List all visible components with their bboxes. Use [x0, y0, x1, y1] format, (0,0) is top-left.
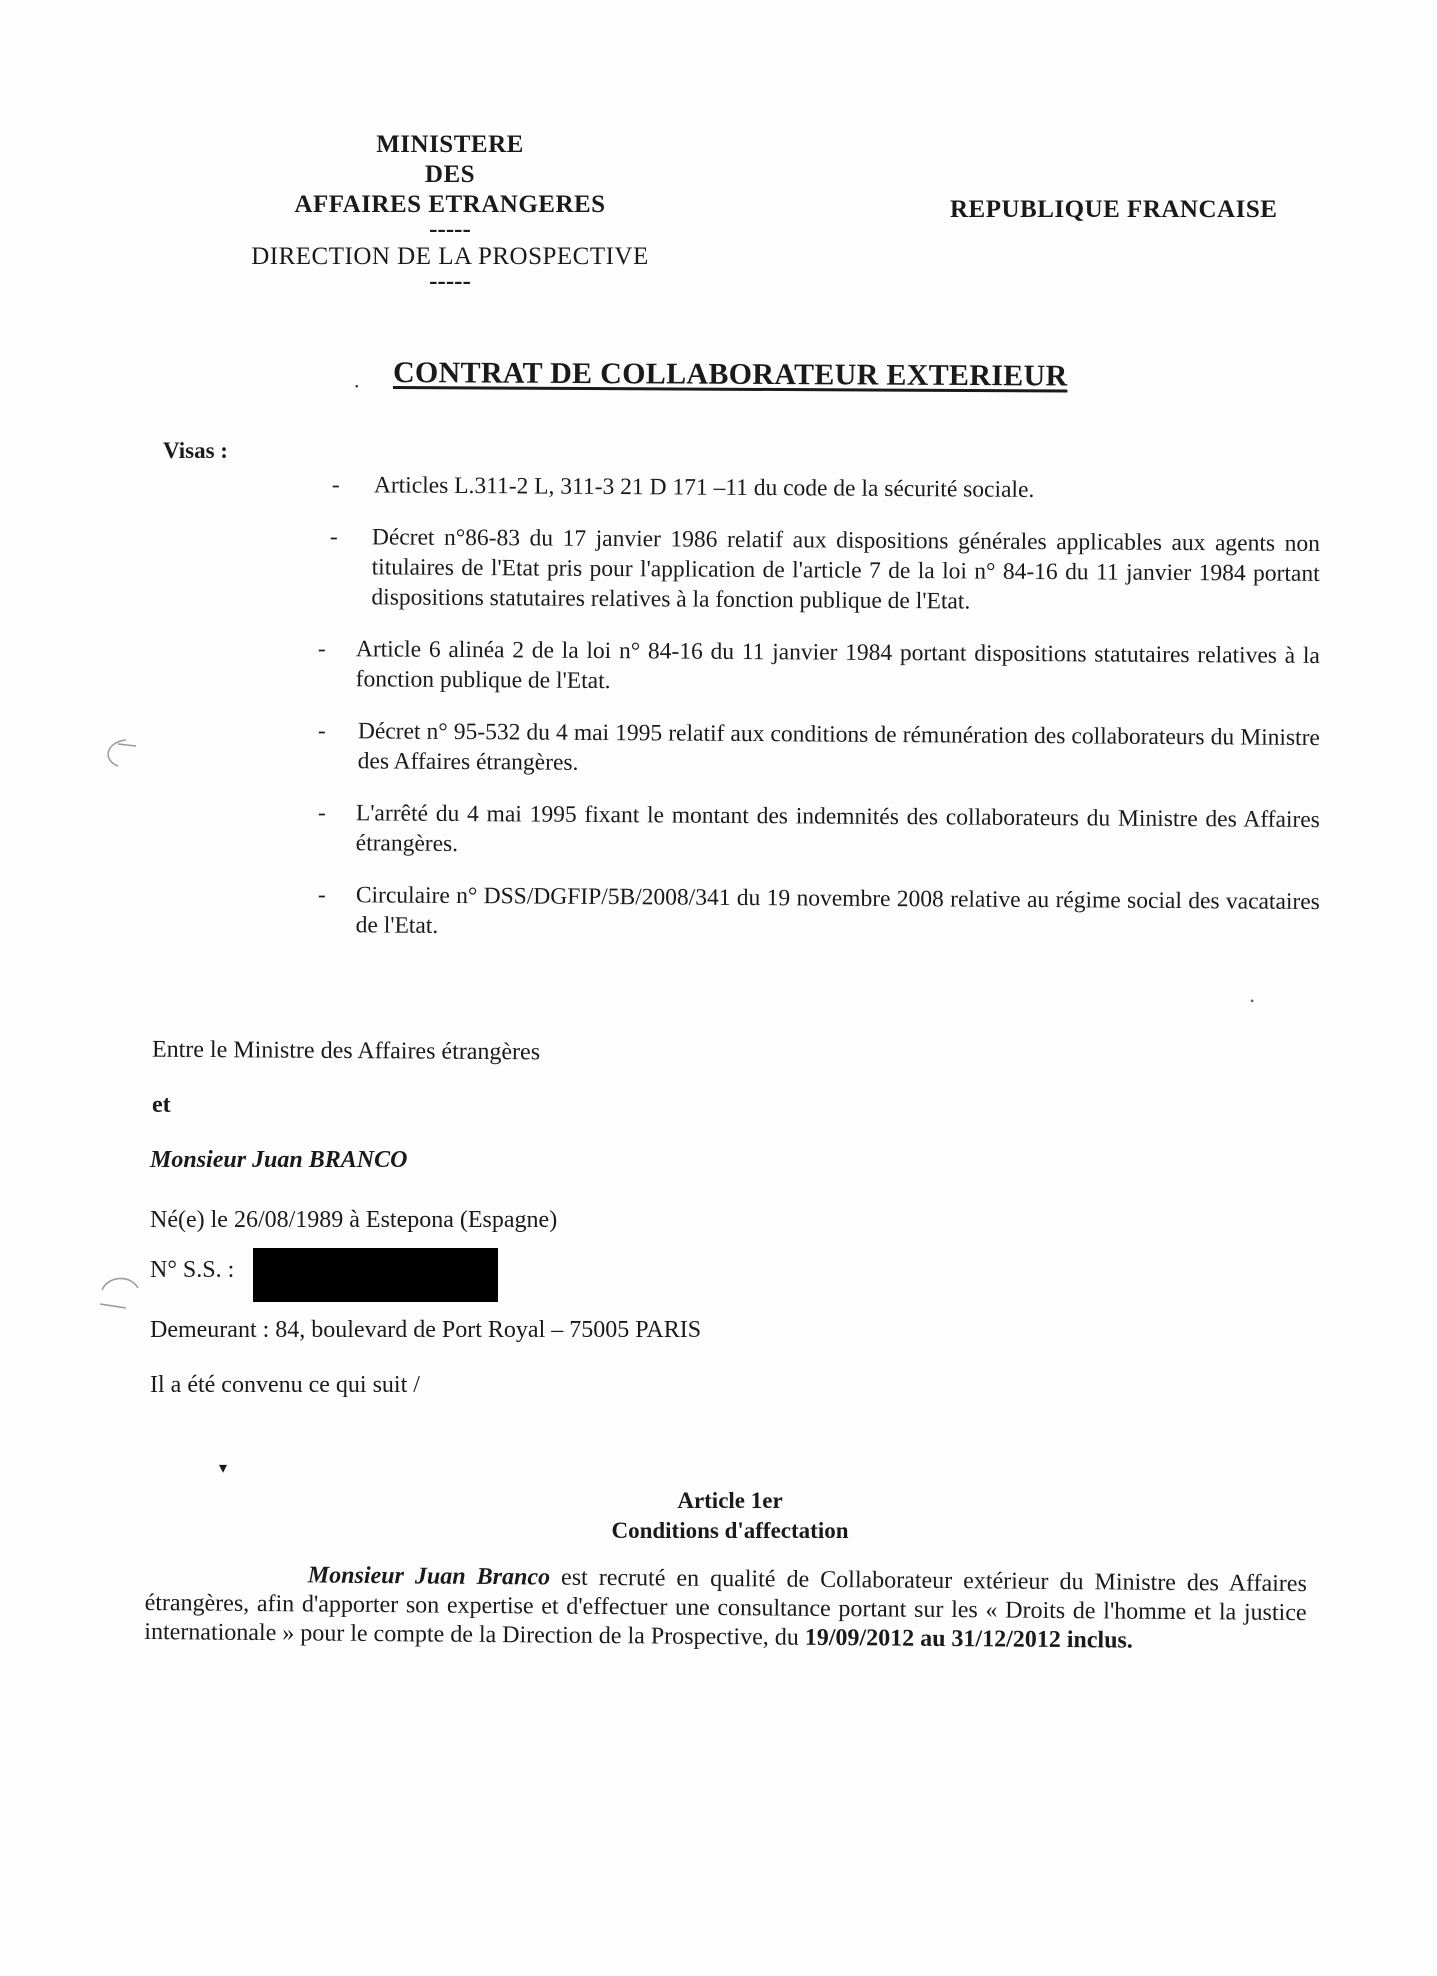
visa-item	[328, 470, 1214, 506]
visas-list	[317, 470, 1320, 962]
direction-name: DIRECTION DE LA PROSPECTIVE	[251, 243, 649, 270]
party-contractor-name: Monsieur Juan BRANCO	[150, 1147, 408, 1173]
ministry-line-3: AFFAIRES ETRANGERES	[294, 191, 606, 218]
visa-item	[314, 716, 1320, 783]
republique-header: REPUBLIQUE FRANCAISE	[950, 196, 1278, 223]
visa-item	[325, 522, 1320, 619]
article-1-heading	[440, 1486, 1020, 1546]
header-separator-1: -----	[429, 216, 471, 243]
paragraph-indent	[145, 1581, 308, 1582]
contract-dates: 19/09/2012 au 31/12/2012 inclus.	[804, 1624, 1133, 1654]
speck-mark: ▾	[219, 1460, 228, 1477]
article-1-body	[144, 1560, 1307, 1657]
address: Demeurant : 84, boulevard de Port Royal – 75005 PARIS	[150, 1317, 702, 1343]
speck-mark: •	[1250, 994, 1255, 1008]
hole-punch-mark	[96, 730, 146, 780]
visa-bullet: -	[329, 524, 338, 551]
social-security-label: N° S.S. :	[150, 1257, 235, 1283]
contractor-name: Monsieur Juan Branco	[307, 1562, 551, 1591]
visa-text: Décret n°86-83 du 17 janvier 1986 relatif aux dispositions générales applicables aux agents non titulaires de l'Etat pris pour l'application de l'article 7 de la loi n° 84-16 du 11 janvier 1984 portant dispositions statutaires relatives à la fonction publique de l'Etat.	[371, 524, 1320, 615]
visa-bullet: -	[331, 472, 340, 499]
visa-bullet: -	[317, 882, 326, 909]
birth-details: Né(e) le 26/08/1989 à Estepona (Espagne)	[150, 1207, 558, 1233]
ministry-line-1: MINISTERE	[376, 131, 524, 158]
ministry-header	[220, 130, 680, 295]
visa-bullet: -	[317, 800, 326, 827]
hole-punch-mark	[96, 1268, 146, 1318]
party-ministry: Entre le Ministre des Affaires étrangères	[151, 1036, 541, 1066]
visa-item	[314, 634, 1320, 701]
article-title: Conditions d'affectation	[611, 1518, 849, 1543]
header-separator-2: -----	[429, 268, 471, 295]
redaction-box	[253, 1248, 498, 1302]
ministry-line-2: DES	[424, 161, 476, 188]
speck-mark: •	[355, 382, 359, 393]
party-conjunction: et	[152, 1092, 171, 1118]
visa-bullet: -	[317, 636, 326, 663]
visa-text: Article 6 alinéa 2 de la loi n° 84-16 du 11 janvier 1984 portant dispositions statutaires relatives à la fonction publique de l'Etat.	[355, 636, 1320, 695]
visa-text: Articles L.311-2 L, 311-3 21 D 171 –11 du code de la sécurité sociale.	[373, 472, 1035, 503]
article-text: est recruté en qualité de Collaborateur extérieur du Ministre des Affaires étrangères, afin d'apporter son expertise et d'effectuer une consultance portant sur les « Droits de l'homme et la justice internationale » pour le compte de la Direction de la Prospective, du	[144, 1564, 1307, 1651]
visas-label: Visas :	[163, 438, 228, 463]
visa-text: Circulaire n° DSS/DGFIP/5B/2008/341 du 19 novembre 2008 relative au régime social des vacataires de l'Etat.	[355, 882, 1320, 939]
article-number: Article 1er	[677, 1488, 783, 1513]
agreement-intro: Il a été convenu ce qui suit /	[150, 1372, 420, 1398]
visa-bullet: -	[317, 718, 326, 745]
visa-text: L'arrêté du 4 mai 1995 fixant le montant des indemnités des collaborateurs du Ministre des Affaires étrangères.	[355, 800, 1320, 858]
visa-item	[314, 880, 1320, 947]
document-title: CONTRAT DE COLLABORATEUR EXTERIEUR	[392, 356, 1068, 393]
visa-item	[314, 798, 1320, 865]
visa-text: Décret n° 95-532 du 4 mai 1995 relatif aux conditions de rémunération des collaborateurs du Ministre des Affaires étrangères.	[357, 718, 1320, 776]
